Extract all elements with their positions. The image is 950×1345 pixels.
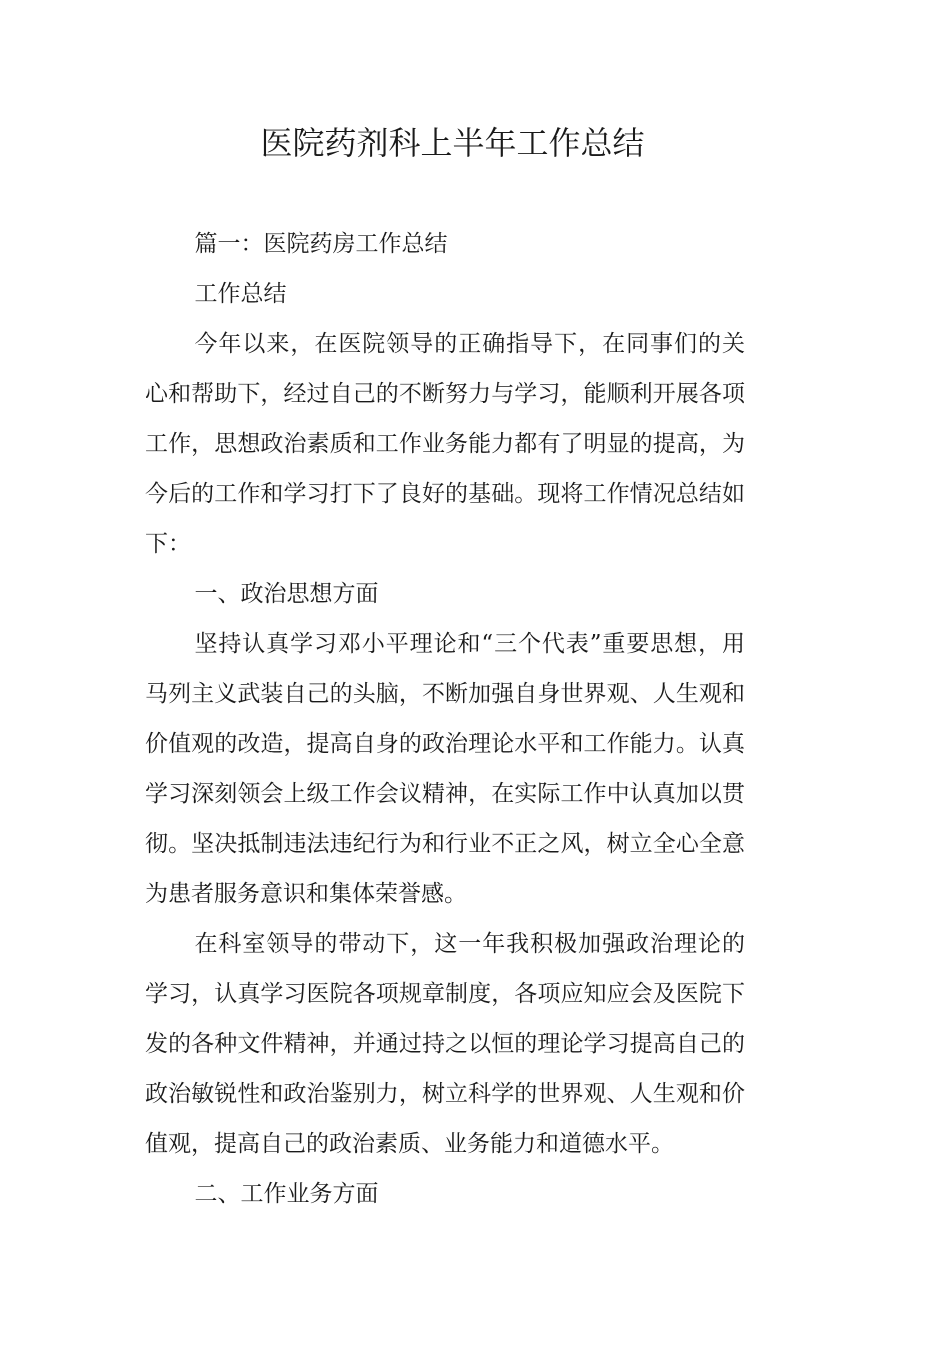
document-title: 医院药剂科上半年工作总结 xyxy=(260,124,645,162)
paragraph-department-study: 在科室领导的带动下，这一年我积极加强政治理论的学习，认真学习医院各项规章制度，各项应知应会及医院下发的各种文件精神，并通过持之以恒的理论学习提高自己的政治敏锐性和政治鉴别力，树立科学的世界观、人生观和价值观，提高自己的政治素质、业务能力和道德水平。 xyxy=(145,931,745,1157)
paragraph-introduction: 今年以来，在医院领导的正确指导下，在同事们的关心和帮助下，经过自己的不断努力与学习，能顺利开展各项工作，思想政治素质和工作业务能力都有了明显的提高，为今后的工作和学习打下了良好的基础。现将工作情况总结如下： xyxy=(145,331,745,557)
section-heading-part-one: 篇一：医院药房工作总结 xyxy=(194,231,448,257)
section-heading-work-business: 二、工作业务方面 xyxy=(194,1181,379,1207)
section-heading-political-thought: 一、政治思想方面 xyxy=(194,581,379,607)
paragraph-political-study: 坚持认真学习邓小平理论和“三个代表”重要思想，用马列主义武装自己的头脑，不断加强自身世界观、人生观和价值观的改造，提高自身的政治理论水平和工作能力。认真学习深刻领会上级工作会议精神，在实际工作中认真加以贯彻。坚决抵制违法违纪行为和行业不正之风，树立全心全意为患者服务意识和集体荣誉感。 xyxy=(145,631,745,907)
document-body xyxy=(145,219,745,1219)
subheading-work-summary: 工作总结 xyxy=(194,281,287,307)
